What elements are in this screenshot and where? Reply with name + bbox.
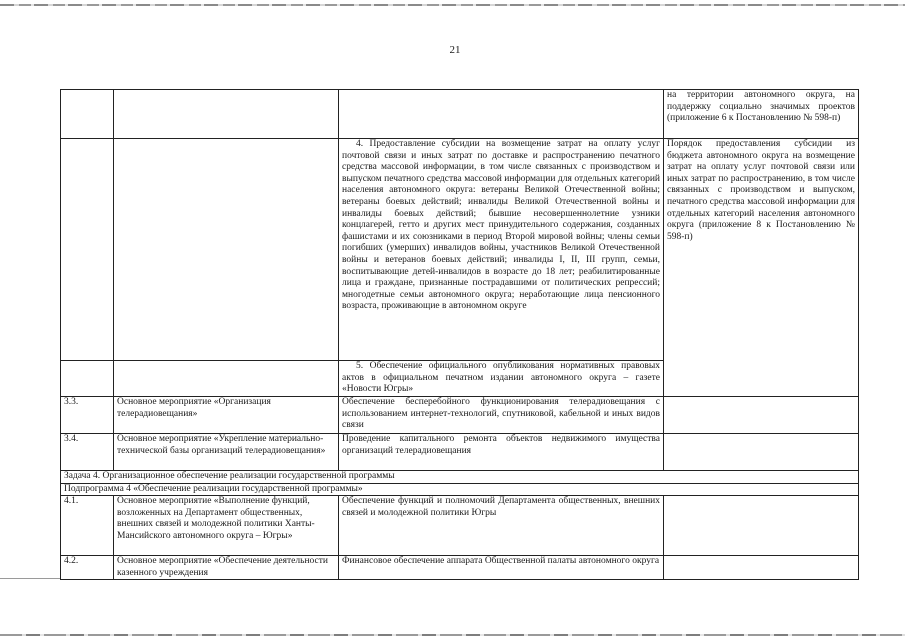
cell-number [61, 361, 114, 397]
table-row [61, 556, 859, 580]
cell-number [61, 139, 114, 361]
cell-number: 4.2. [61, 556, 114, 580]
cell-basis: на территории автономного округа, на поддержку социально значимых проектов (приложение 6 к Постановлению № 598-п) [664, 90, 859, 139]
scan-artifact-top [0, 4, 905, 6]
table-row [61, 90, 859, 139]
cell-content: Обеспечение бесперебойного функционирования телерадиовещания с использованием интернет-технологий, спутниковой, кабельной и иных видов связи [339, 397, 664, 434]
cell-number: 3.4. [61, 434, 114, 471]
cell-basis [664, 397, 859, 434]
cell-number: 3.3. [61, 397, 114, 434]
table-row [61, 397, 859, 434]
cell-basis [664, 556, 859, 580]
cell-basis: Порядок предоставления субсидии из бюджета автономного округа на возмещение затрат на оплату услуг почтовой связи или иных затрат по распространению, в том числе связанных с производством и выпуском, печатного средства массовой информации для отдельных категорий населения автономного округа (приложение 8 к Постановлению № 598-п) [664, 139, 859, 397]
cell-name: Основное мероприятие «Выполнение функций, возложенных на Департамент общественных, внешних связей и молодежной политики Ханты-Мансийского автономного округа – Югры» [114, 496, 339, 556]
subprogram-heading: Подпрограмма 4 «Обеспечение реализации государственной программы» [61, 483, 859, 496]
cell-name [114, 361, 339, 397]
cell-content: Финансовое обеспечение аппарата Общественной палаты автономного округа [339, 556, 664, 580]
cell-content: 5. Обеспечение официального опубликования нормативных правовых актов в официальном печатном издании автономного округа – газете «Новости Югры» [339, 361, 664, 397]
cell-name: Основное мероприятие «Обеспечение деятельности казенного учреждения [114, 556, 339, 580]
cell-number: 4.1. [61, 496, 114, 556]
cell-number [61, 90, 114, 139]
table-row [61, 483, 859, 496]
cell-content: Проведение капитального ремонта объектов недвижимого имущества организаций телерадиовещания [339, 434, 664, 471]
cell-basis [664, 434, 859, 471]
page-number: 21 [449, 44, 461, 56]
cell-content: 4. Предоставление субсидии на возмещение затрат на оплату услуг почтовой связи и иных затрат по доставке и распространению печатного средства массовой информации, в том числе связанных с производством и выпуском печатного средства массовой информации для отдельных категорий населения автономного округа: ветераны Великой Отечественной войны; ветераны боевых действий; инвалиды Великой Отечественной войны и инвалиды боевых действий; бывшие несовершеннолетние узники концлагерей, гетто и других мест принудительного содержания, созданных фашистами и их союзниками в период Второй мировой войны; члены семьи погибших (умерших) инвалидов войны, участников Великой Отечественной войны и ветеранов боевых действий; инвалиды I, II, III групп, семьи, воспитывающие детей-инвалидов в возрасте до 18 лет; реабилитированные лица и граждане, признанные пострадавшими от политических репрессий; многодетные семьи автономного округа; неработающие лица пенсионного возраста, проживающие в автономном округе [339, 139, 664, 361]
scan-artifact-bottom [0, 634, 905, 636]
cell-name: Основное мероприятие «Укрепление материально-технической базы организаций телерадиовещания» [114, 434, 339, 471]
cell-name [114, 90, 339, 139]
table-row [61, 471, 859, 484]
cell-basis [664, 496, 859, 556]
task-heading: Задача 4. Организационное обеспечение реализации государственной программы [61, 471, 859, 484]
cell-content [339, 90, 664, 139]
program-table [60, 89, 859, 580]
cell-name: Основное мероприятие «Организация телерадиовещания» [114, 397, 339, 434]
cell-content: Обеспечение функций и полномочий Департамента общественных, внешних связей и молодежной политики Югры [339, 496, 664, 556]
scan-artifact-mark [0, 578, 60, 579]
table-row [61, 434, 859, 471]
cell-name [114, 139, 339, 361]
table-row [61, 139, 859, 361]
table-row [61, 496, 859, 556]
